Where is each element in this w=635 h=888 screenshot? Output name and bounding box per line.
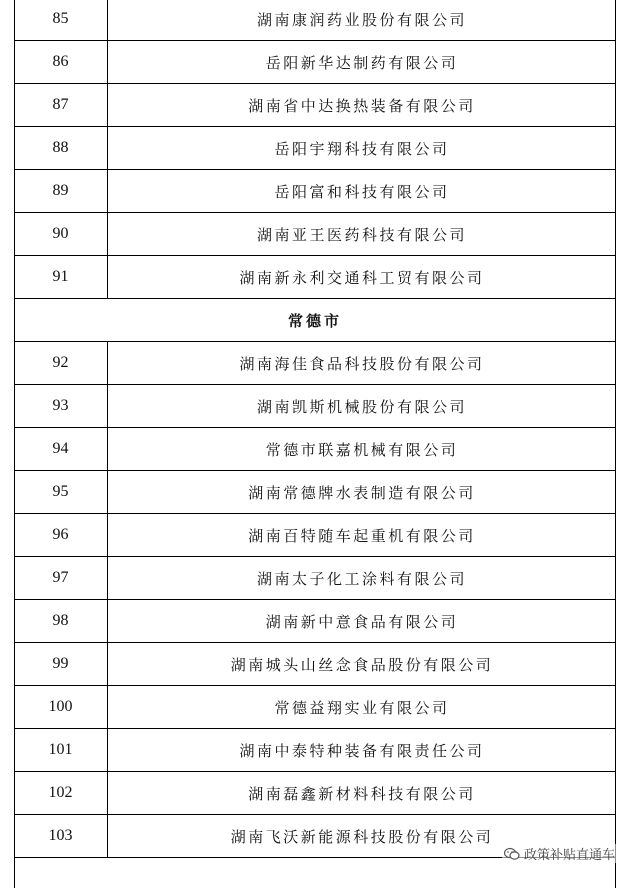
company-name: 湖南中泰特种装备有限责任公司 [239, 741, 485, 760]
row-number: 91 [14, 256, 108, 298]
table-row [14, 514, 616, 557]
table-row [14, 686, 616, 729]
wechat-icon [504, 847, 520, 861]
table-row [14, 557, 616, 600]
company-name: 岳阳新华达制药有限公司 [265, 53, 459, 72]
table-row [14, 0, 616, 41]
company-name: 湖南海佳食品科技股份有限公司 [239, 354, 485, 373]
table-row [14, 600, 616, 643]
company-name: 湖南凯斯机械股份有限公司 [256, 397, 467, 416]
company-name: 湖南常德牌水表制造有限公司 [248, 483, 476, 502]
table-row [14, 256, 616, 299]
company-name: 岳阳宇翔科技有限公司 [274, 139, 450, 158]
table-row [14, 41, 616, 84]
row-number: 86 [14, 41, 108, 83]
row-number: 102 [14, 772, 108, 814]
company-name: 岳阳富和科技有限公司 [274, 182, 450, 201]
watermark-text: 政策补贴直通车 [523, 848, 615, 863]
company-name: 湖南百特随车起重机有限公司 [248, 526, 476, 545]
row-number: 89 [14, 170, 108, 212]
row-number: 92 [14, 342, 108, 384]
table-row [14, 772, 616, 815]
row-number: 100 [14, 686, 108, 728]
company-name: 湖南飞沃新能源科技股份有限公司 [230, 827, 494, 846]
company-name: 湖南新中意食品有限公司 [265, 612, 459, 631]
company-name: 湖南省中达换热装备有限公司 [248, 96, 476, 115]
row-number: 96 [14, 514, 108, 556]
row-number: 88 [14, 127, 108, 169]
row-number: 93 [14, 385, 108, 427]
company-name: 湖南城头山丝念食品股份有限公司 [230, 655, 494, 674]
table-row [14, 213, 616, 256]
row-number: 99 [14, 643, 108, 685]
row-number: 97 [14, 557, 108, 599]
table-row [14, 342, 616, 385]
table-row [14, 84, 616, 127]
section-title: 常德市 [287, 311, 342, 330]
table-row [14, 428, 616, 471]
company-name: 湖南磊鑫新材料科技有限公司 [248, 784, 476, 803]
row-number: 98 [14, 600, 108, 642]
company-name: 常德益翔实业有限公司 [274, 698, 450, 717]
table-row [14, 170, 616, 213]
company-name: 湖南太子化工涂料有限公司 [256, 569, 467, 588]
company-name: 湖南亚王医药科技有限公司 [256, 225, 467, 244]
row-number: 85 [14, 0, 108, 40]
table-row [14, 127, 616, 170]
row-number: 87 [14, 84, 108, 126]
row-number: 90 [14, 213, 108, 255]
table-row [14, 471, 616, 514]
table-row [14, 643, 616, 686]
row-number: 101 [14, 729, 108, 771]
company-name: 常德市联嘉机械有限公司 [265, 440, 459, 459]
row-number: 95 [14, 471, 108, 513]
company-name: 湖南新永利交通科工贸有限公司 [239, 268, 485, 287]
company-name: 湖南康润药业股份有限公司 [256, 10, 467, 29]
table-row [14, 729, 616, 772]
company-table [14, 0, 616, 858]
watermark [502, 844, 617, 863]
table-row [14, 385, 616, 428]
section-header-row [14, 299, 616, 342]
row-number: 94 [14, 428, 108, 470]
row-number: 103 [14, 815, 108, 857]
